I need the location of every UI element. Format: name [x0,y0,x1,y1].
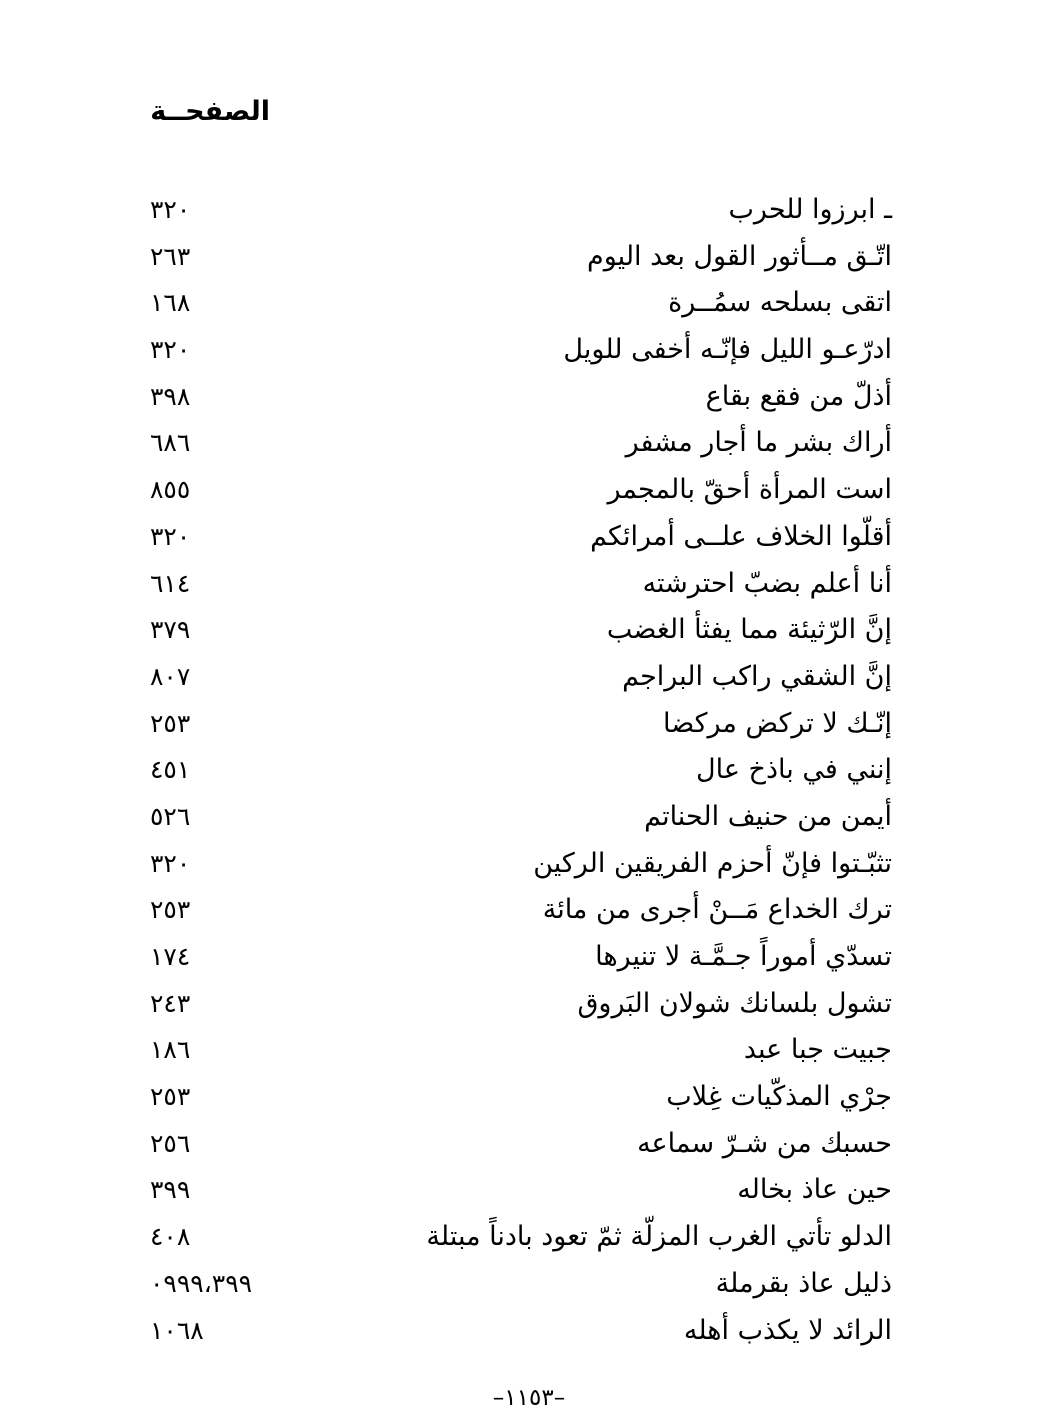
proverb-text: جرْي المذكّيات غِلاب [666,1081,892,1113]
page-reference: ٨٠٧ [150,661,191,691]
index-entry [140,1077,892,1124]
proverb-text: است المرأة أحقّ بالمجمر [607,474,892,506]
proverb-text: اتّـق مــأثور القول بعد اليوم [587,240,892,272]
index-entry [140,283,892,330]
page-reference: ٢٥٣ [150,895,191,925]
proverb-text: حين عاذ بخاله [737,1174,892,1206]
page-reference: ٨٥٥ [150,475,191,505]
index-entry [140,1311,892,1358]
page-reference: ٤٠٨ [150,1222,191,1252]
page-reference: ١٧٤ [150,942,191,971]
page-reference: ٣٩٩ [150,1175,191,1205]
page-reference: ٥٢٦ [150,801,191,831]
page-reference: ١٨٦ [150,1035,191,1065]
page-reference: ٢٤٣ [150,988,191,1018]
page-reference: ٣٢٠ [150,848,191,878]
page-reference: ٠٩٩٩،٣٩٩ [150,1268,253,1298]
page-reference: ٣٢٠ [150,521,191,551]
page-reference: ٣٧٩ [150,615,191,645]
index-entry [140,1170,892,1217]
page-column-heading: الصفحــة [150,96,270,127]
proverb-text: ادرّعـو الليل فإنّـه أخفى للويل [563,334,892,366]
page-number: –١١٥٣– [492,1385,566,1411]
proverb-text: الدلو تأتي الغرب المزلّة ثمّ تعود بادناً مبتلة [426,1221,892,1253]
index-entry [140,423,892,470]
proverb-text: جبيت جبا عبد [743,1034,892,1066]
proverb-text: إنَّ الشقي راكب البراجم [622,660,892,692]
proverb-text: إنني في باذخ عال [696,754,892,786]
page-reference: ٢٥٦ [150,1128,191,1158]
page-reference: ٣٢٠ [150,195,191,224]
page-reference: ٢٥٣ [150,1082,191,1112]
proverb-text: اتقى بسلحه سمُــرة [668,287,892,319]
index-entry [140,704,892,751]
proverb-text: الرائد لا يكذب أهله [683,1314,892,1346]
proverb-text: أيمن من حنيف الحناتم [644,800,892,832]
index-entry [140,844,892,891]
index-entry [140,237,892,284]
page-reference: ٦٨٦ [150,428,191,458]
proverb-text: تثبّـتوا فإنّ أحزم الفريقين الركين [533,847,892,879]
page-reference: ٤٥١ [150,755,191,785]
page-reference: ٦١٤ [150,568,191,598]
proverb-text: أذلّ من فقع بقاع [705,380,892,412]
index-entry [140,1030,892,1077]
page-reference: ٢٦٣ [150,241,191,271]
proverb-index-list [140,190,892,1357]
proverb-text: ذليل عاذ بقرملة [715,1267,892,1299]
index-entry [140,750,892,797]
index-entry [140,377,892,424]
index-entry [140,190,892,237]
proverb-text: حسبك من شـرّ سماعه [637,1127,892,1159]
index-entry [140,1124,892,1171]
index-entry [140,1217,892,1264]
page-reference: ١٦٨ [150,288,191,318]
proverb-text: تشول بلسانك شولان البَروق [577,987,892,1019]
index-entry [140,517,892,564]
index-entry [140,890,892,937]
proverb-text: ـ ابرزوا للحرب [728,194,892,225]
proverb-text: تسدّي أموراً جـمَّـة لا تنيرها [595,941,892,972]
proverb-text: أقلّوا الخلاف علــى أمرائكم [590,520,892,552]
index-entry [140,1264,892,1311]
page-reference: ٣٢٠ [150,335,191,365]
page-reference: ٢٥٣ [150,708,191,738]
index-entry [140,470,892,517]
index-entry [140,330,892,377]
proverb-text: إنَّ الرّثيئة مما يفثأ الغضب [606,614,892,646]
index-entry [140,610,892,657]
proverb-text: إنّـك لا تركض مركضا [662,707,892,739]
proverb-text: أنا أعلم بضبّ احترشته [642,567,892,599]
index-entry [140,984,892,1031]
index-entry [140,937,892,984]
index-entry [140,797,892,844]
page-reference: ١٠٦٨ [150,1315,204,1345]
page-reference: ٣٩٨ [150,381,191,411]
index-entry [140,657,892,704]
proverb-text: أراك بشر ما أجار مشفر [625,427,892,459]
proverb-text: ترك الخداع مَــنْ أجرى من مائة [542,894,892,926]
index-entry [140,564,892,611]
